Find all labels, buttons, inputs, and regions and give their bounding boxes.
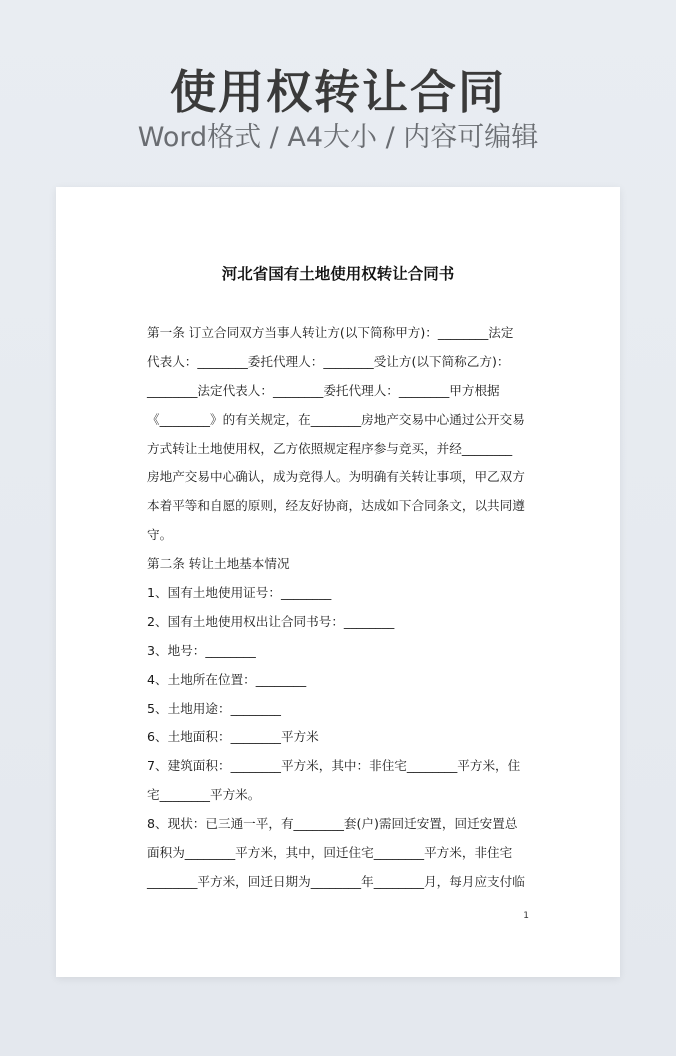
body-line: 7、建筑面积：________平方米，其中：非住宅________平方米，住 — [147, 758, 521, 774]
document-page — [56, 187, 620, 977]
hero-subtitle: Word格式 / A4大小 / 内容可编辑 — [137, 122, 539, 153]
body-line: 5、土地用途：________ — [147, 700, 281, 716]
document-body — [147, 319, 531, 897]
body-line: ________法定代表人：________委托代理人：________甲方根据 — [147, 382, 500, 398]
body-line: 方式转让土地使用权，乙方依照规定程序参与竞买，并经________ — [147, 440, 513, 456]
body-line: 6、土地面积：________平方米 — [147, 729, 319, 745]
body-line: 代表人：________委托代理人：________受让方(以下简称乙方)： — [147, 353, 510, 369]
body-line: 2、国有土地使用权出让合同书号：________ — [147, 613, 395, 629]
body-line: 《________》的有关规定，在________房地产交易中心通过公开交易 — [147, 411, 525, 427]
body-line: ________平方米，回迁日期为________年________月，每月应支付临 — [147, 873, 525, 889]
body-line: 8、现状：已三通一平，有________套(户)需回迁安置，回迁安置总 — [147, 816, 518, 832]
body-line: 1、国有土地使用证号：________ — [147, 585, 332, 601]
body-line: 第二条 转让土地基本情况 — [147, 556, 290, 572]
body-line: 面积为________平方米，其中，回迁住宅________平方米，非住宅 — [147, 845, 513, 861]
body-line: 第一条 订立合同双方当事人转让方(以下简称甲方)：________法定 — [147, 325, 514, 340]
body-line: 守。 — [147, 527, 173, 543]
hero-title: 使用权转让合同 — [170, 65, 506, 119]
body-line: 本着平等和自愿的原则，经友好协商，达成如下合同条文，以共同遵 — [147, 498, 525, 514]
page-number: 1 — [523, 911, 529, 921]
body-line: 房地产交易中心确认，成为竞得人。为明确有关转让事项，甲乙双方 — [147, 469, 525, 485]
document-title: 河北省国有土地使用权转让合同书 — [221, 265, 455, 283]
body-line: 4、土地所在位置：________ — [147, 671, 307, 687]
body-line: 3、地号：________ — [147, 642, 256, 658]
body-line: 宅________平方米。 — [147, 787, 261, 803]
